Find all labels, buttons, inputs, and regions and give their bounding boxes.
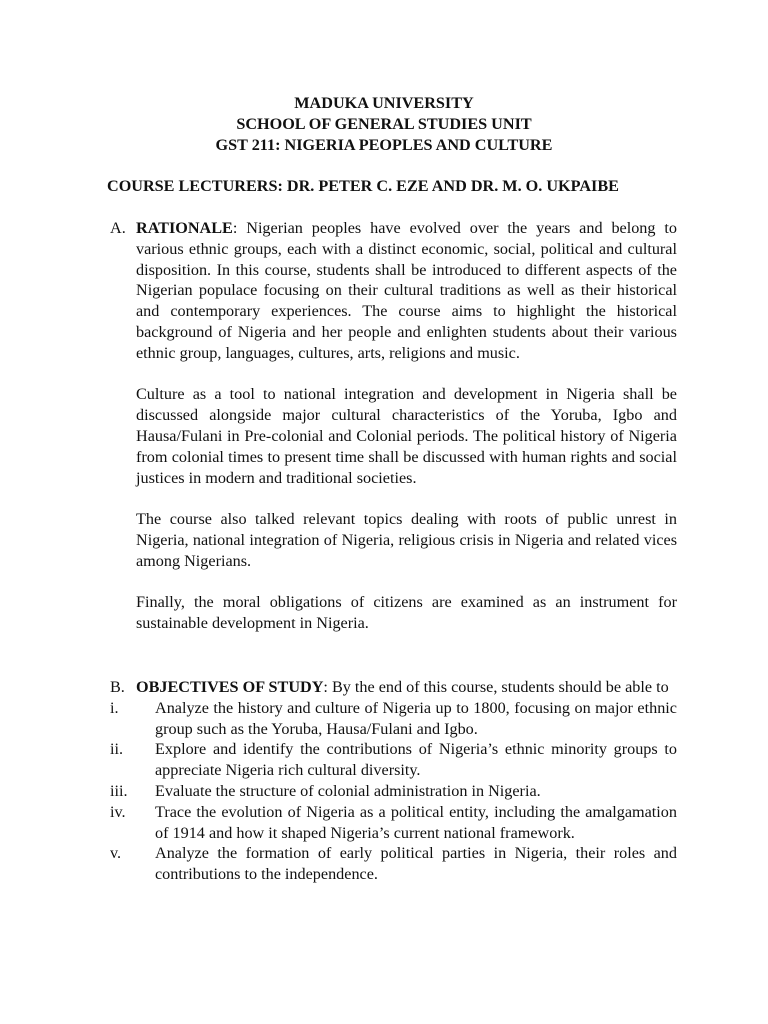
list-item xyxy=(110,781,677,802)
objectives-intro-text: : By the end of this course, students should be able to xyxy=(323,678,669,696)
section-letter: B. xyxy=(110,678,125,696)
rationale-paragraph: Culture as a tool to national integration and development in Nigeria shall be discussed alongside major cultural characteristics of the Yoruba, Igbo and Hausa/Fulani in Pre-colonial and Colonial periods. The political history of Nigeria from colonial times to present time shall be discussed with human rights and social justices in modern and traditional societies. xyxy=(136,385,677,487)
list-item-text: Analyze the formation of early political parties in Nigeria, their roles and contributions to the independence. xyxy=(155,844,677,884)
objectives-heading: OBJECTIVES OF STUDY xyxy=(136,678,324,696)
list-item-text: Analyze the history and culture of Nigeria up to 1800, focusing on major ethnic group such as the Yoruba, Hausa/Fulani and Igbo. xyxy=(155,698,677,738)
rationale-paragraph: Finally, the moral obligations of citizens are examined as an instrument for sustainable development in Nigeria. xyxy=(136,593,677,633)
list-item-number: i. xyxy=(110,698,119,717)
list-item xyxy=(110,843,677,885)
section-letter: A. xyxy=(110,219,126,237)
university-name: MADUKA UNIVERSITY xyxy=(294,94,474,112)
document-header xyxy=(0,93,768,155)
section-rationale xyxy=(110,218,677,634)
rationale-intro-text: : Nigerian peoples have evolved over the years and belong to various ethnic groups, each with a distinct economic, social, political and cultural disposition. In this course, students shall be introduced to different aspects of the Nigerian populace focusing on their cultural traditions as well as their historical and contemporary experiences. The course aims to highlight the historical background of Nigeria and her people and enlighten students about their various ethnic group, languages, cultures, arts, religions and music. xyxy=(136,219,677,362)
list-item-text: Trace the evolution of Nigeria as a political entity, including the amalgamation of 1914 and how it shaped Nigeria’s current national framework. xyxy=(155,802,677,842)
list-item-number: iv. xyxy=(110,802,126,821)
list-item-number: iii. xyxy=(110,781,128,800)
rationale-intro-paragraph xyxy=(136,218,677,364)
list-item-number: v. xyxy=(110,844,122,863)
section-body xyxy=(136,677,677,698)
list-item-text: Explore and identify the contributions of Nigeria’s ethnic minority groups to appreciate Nigeria rich cultural diversity. xyxy=(155,740,677,780)
list-item-number: ii. xyxy=(110,740,124,759)
school-name: SCHOOL OF GENERAL STUDIES UNIT xyxy=(236,114,532,133)
objectives-list xyxy=(110,698,677,885)
rationale-paragraph: The course also talked relevant topics dealing with roots of public unrest in Nigeria, national integration of Nigeria, religious crisis in Nigeria and related vices among Nigerians. xyxy=(136,510,677,570)
course-lecturers: COURSE LECTURERS: DR. PETER C. EZE AND DR. M. O. UKPAIBE xyxy=(107,177,619,195)
rationale-heading: RATIONALE xyxy=(136,219,233,237)
list-item-text: Evaluate the structure of colonial administration in Nigeria. xyxy=(155,781,541,800)
list-item xyxy=(110,739,677,781)
objectives-intro-paragraph xyxy=(136,677,677,698)
section-body xyxy=(136,218,677,634)
list-item xyxy=(110,802,677,844)
list-item xyxy=(110,698,677,740)
section-objectives xyxy=(110,677,677,885)
course-title: GST 211: NIGERIA PEOPLES AND CULTURE xyxy=(215,135,553,154)
